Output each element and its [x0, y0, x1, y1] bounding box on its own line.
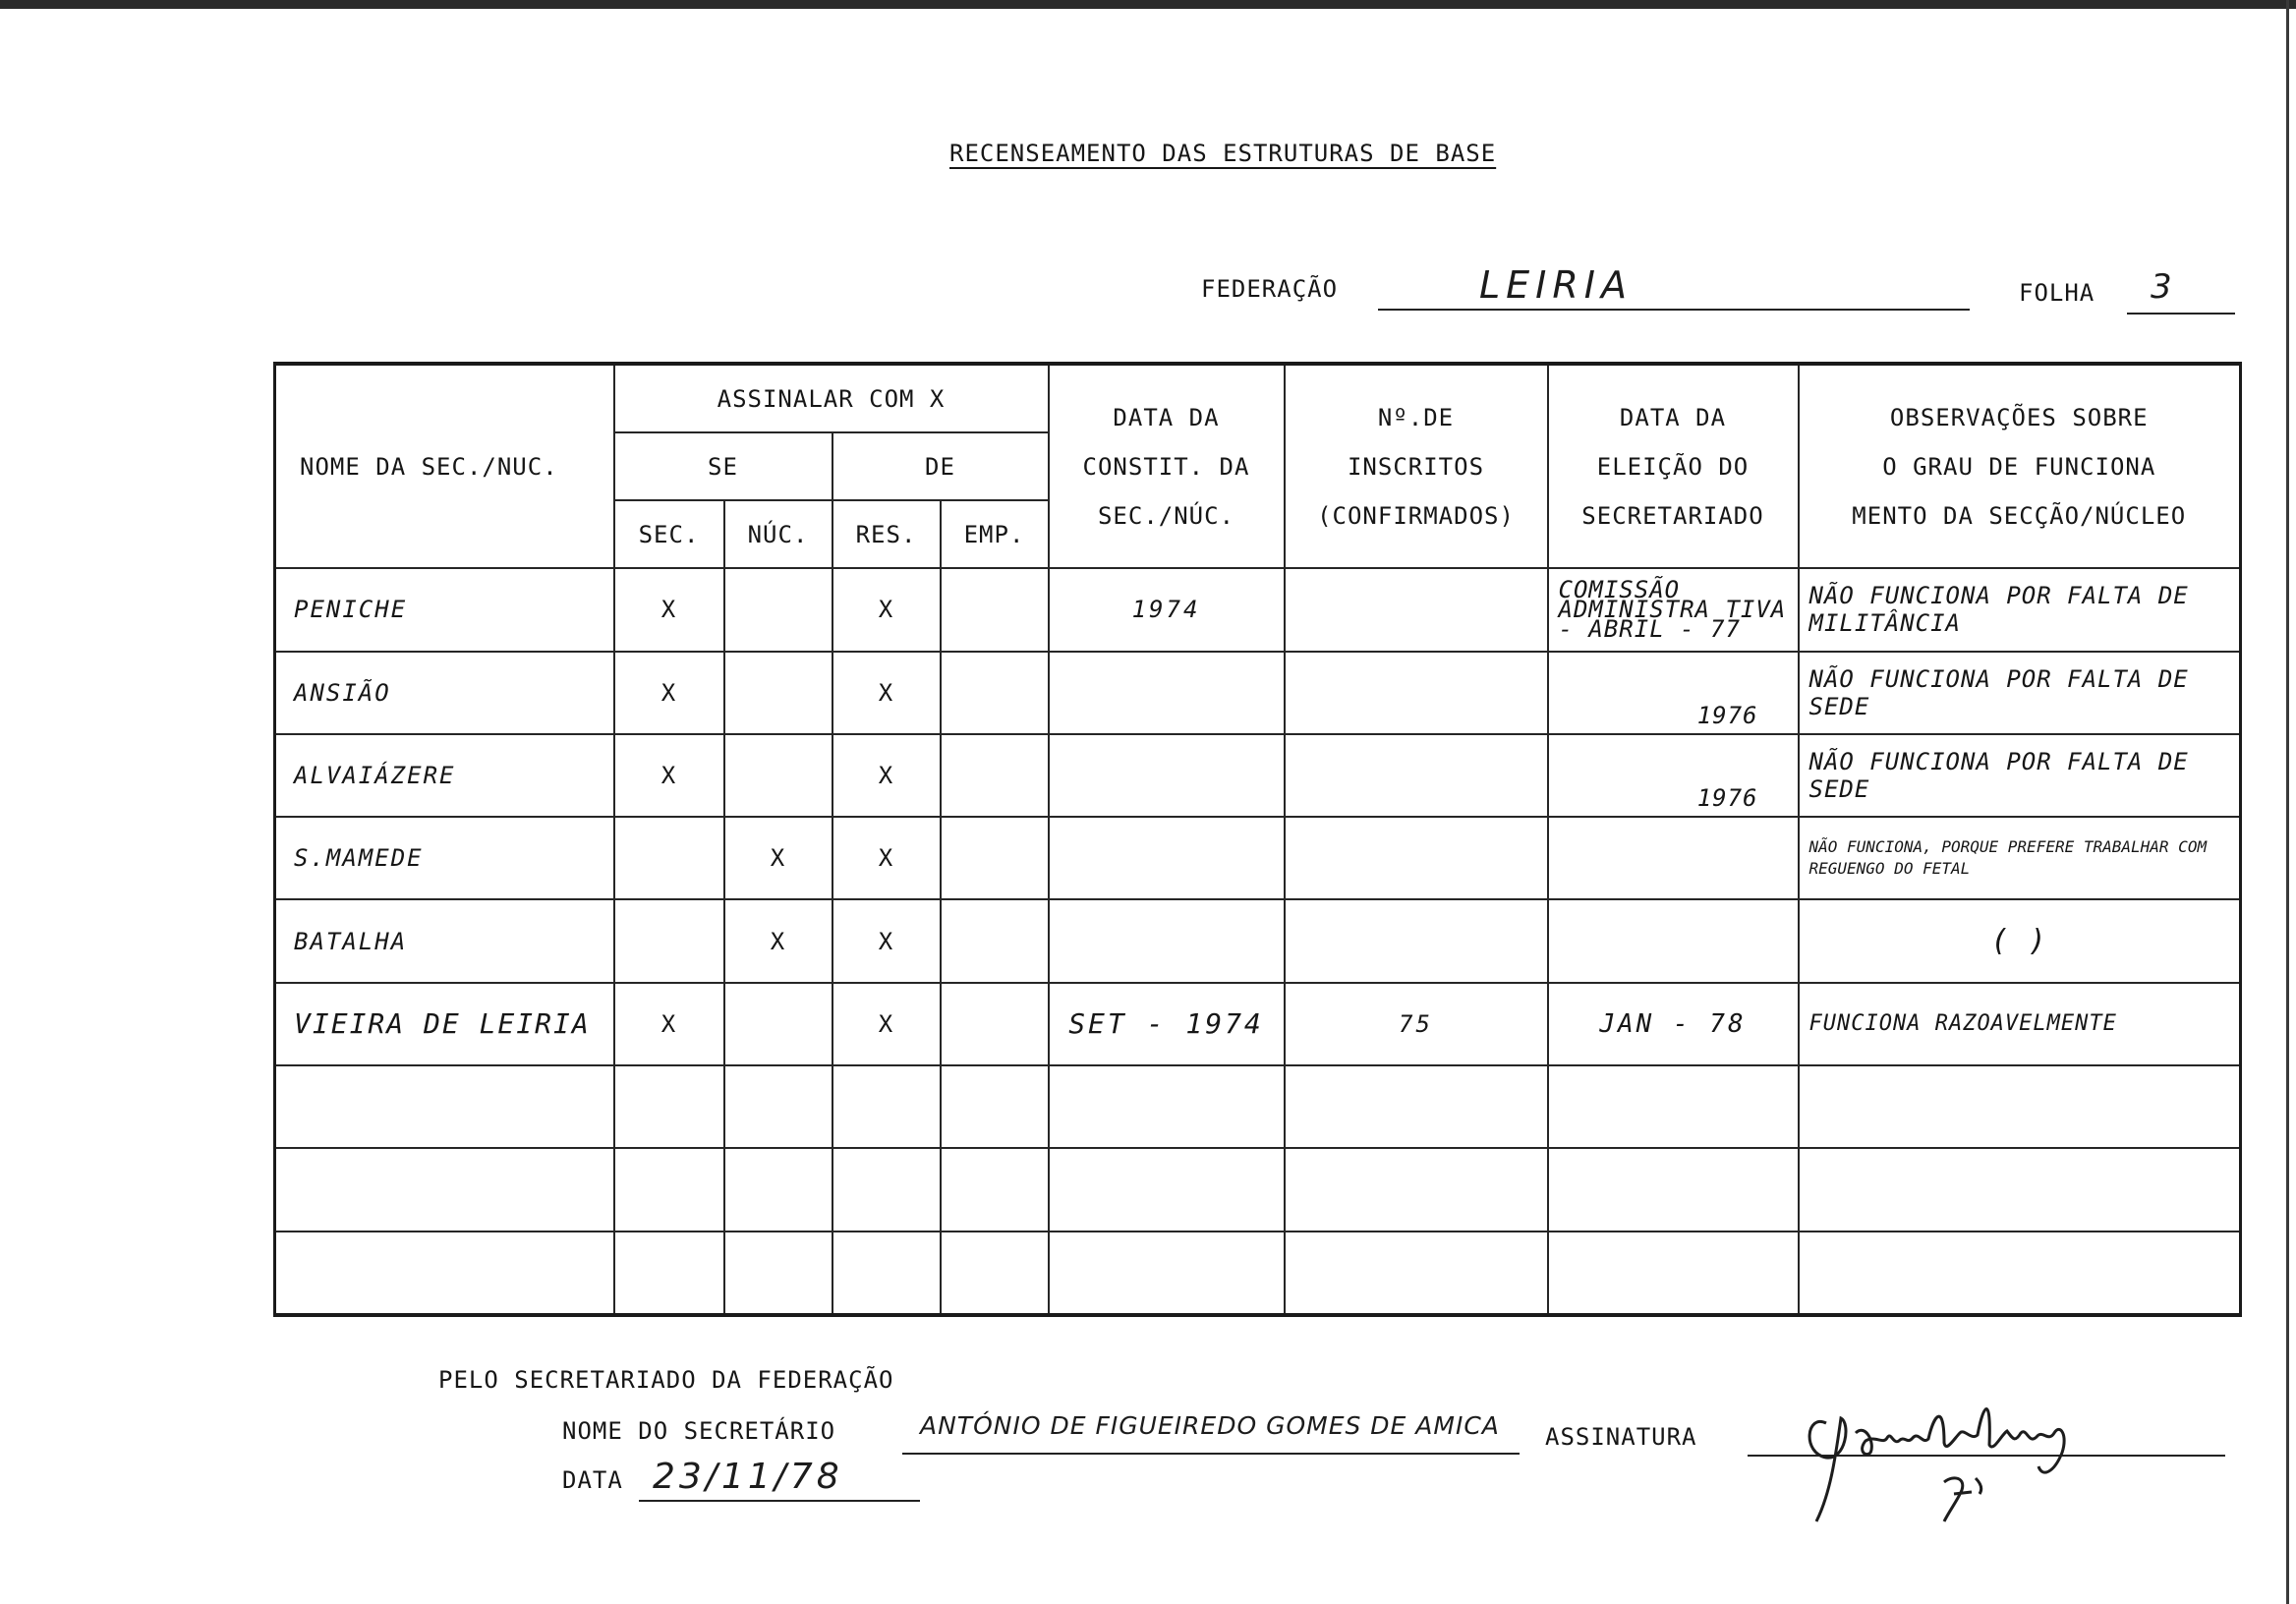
cell-data-eleicao: [1548, 817, 1799, 899]
header-observacoes: OBSERVAÇÕES SOBRE O GRAU DE FUNCIONA MENTO DA SECÇÃO/NÚCLEO: [1799, 364, 2241, 568]
cell-data-constit: [1049, 652, 1285, 734]
cell-data-eleicao: 1976: [1548, 652, 1799, 734]
cell-emp: [941, 734, 1049, 817]
scan-right-edge: [2286, 0, 2289, 1604]
header-res: RES.: [832, 500, 941, 568]
cell-nome: S.MAMEDE: [275, 817, 614, 899]
cell-data-constit: [1049, 899, 1285, 982]
cell-emp: [941, 899, 1049, 982]
table-row-empty: [275, 1065, 2241, 1148]
folha-label: FOLHA: [2019, 279, 2095, 307]
cell-emp: [941, 983, 1049, 1065]
header-inscritos: Nº.DE INSCRITOS (CONFIRMADOS): [1285, 364, 1548, 568]
scan-top-edge: [0, 0, 2296, 9]
cell-observacoes: NÃO FUNCIONA POR FALTA DE SEDE: [1799, 652, 2241, 734]
table-row: [275, 734, 2241, 817]
federacao-value: LEIRIA: [1479, 263, 1633, 307]
cell-res: X: [832, 817, 941, 899]
cell-res: X: [832, 983, 941, 1065]
cell-res: X: [832, 734, 941, 817]
cell-inscritos: 75: [1285, 983, 1548, 1065]
cell-observacoes: NÃO FUNCIONA POR FALTA DE MILITÂNCIA: [1799, 568, 2241, 651]
cell-nuc: [724, 983, 832, 1065]
cell-nome: BATALHA: [275, 899, 614, 982]
cell-data-eleicao: [1548, 899, 1799, 982]
cell-data-eleicao: COMISSÃO ADMINISTRA TIVA - ABRIL - 77: [1548, 568, 1799, 651]
table-row: [275, 817, 2241, 899]
header-emp: EMP.: [941, 500, 1049, 568]
cell-data-constit: 1974: [1049, 568, 1285, 651]
cell-nuc: X: [724, 899, 832, 982]
table-row: [275, 983, 2241, 1065]
folha-line: [2127, 313, 2235, 315]
cell-nuc: [724, 652, 832, 734]
cell-inscritos: [1285, 652, 1548, 734]
form-title: RECENSEAMENTO DAS ESTRUTURAS DE BASE: [949, 140, 1497, 167]
assinatura-label: ASSINATURA: [1545, 1423, 1697, 1451]
cell-data-eleicao: 1976: [1548, 734, 1799, 817]
table-row-empty: [275, 1232, 2241, 1315]
cell-res: X: [832, 568, 941, 651]
table-row: [275, 652, 2241, 734]
header-sec: SEC.: [614, 500, 724, 568]
structures-table: [273, 362, 2242, 1317]
cell-emp: [941, 652, 1049, 734]
cell-sec: X: [614, 652, 724, 734]
table-row: [275, 899, 2241, 982]
cell-sec: [614, 817, 724, 899]
cell-inscritos: [1285, 899, 1548, 982]
federacao-line: [1378, 309, 1970, 311]
table-row-empty: [275, 1148, 2241, 1231]
nome-secretario-value: ANTÓNIO DE FIGUEIREDO GOMES DE AMICA: [920, 1411, 1500, 1440]
table-row: [275, 568, 2241, 651]
folha-value: 3: [2151, 267, 2172, 307]
cell-sec: X: [614, 983, 724, 1065]
cell-data-constit: [1049, 734, 1285, 817]
cell-observacoes: ( ): [1799, 899, 2241, 982]
cell-emp: [941, 568, 1049, 651]
data-line: [639, 1500, 920, 1502]
header-se: SE: [614, 432, 832, 500]
cell-nome: PENICHE: [275, 568, 614, 651]
cell-data-eleicao: JAN - 78: [1548, 983, 1799, 1065]
cell-observacoes: NÃO FUNCIONA POR FALTA DE SEDE: [1799, 734, 2241, 817]
federacao-label: FEDERAÇÃO: [1201, 275, 1339, 303]
cell-res: X: [832, 652, 941, 734]
cell-nuc: [724, 734, 832, 817]
data-label: DATA: [562, 1466, 623, 1494]
nome-secretario-line: [902, 1453, 1520, 1455]
cell-inscritos: [1285, 568, 1548, 651]
cell-sec: X: [614, 734, 724, 817]
cell-data-constit: [1049, 817, 1285, 899]
cell-nome: ALVAIÁZERE: [275, 734, 614, 817]
header-data-constit: DATA DA CONSTIT. DA SEC./NÚC.: [1049, 364, 1285, 568]
cell-data-constit: SET - 1974: [1049, 983, 1285, 1065]
header-data-eleicao: DATA DA ELEIÇÃO DO SECRETARIADO: [1548, 364, 1799, 568]
signature: [1797, 1384, 2121, 1531]
cell-nuc: X: [724, 817, 832, 899]
cell-emp: [941, 817, 1049, 899]
cell-nuc: [724, 568, 832, 651]
cell-res: X: [832, 899, 941, 982]
cell-inscritos: [1285, 817, 1548, 899]
cell-sec: [614, 899, 724, 982]
data-value: 23/11/78: [653, 1457, 843, 1497]
cell-nome: VIEIRA DE LEIRIA: [275, 983, 614, 1065]
header-assinalar: ASSINALAR COM X: [614, 364, 1049, 432]
header-nuc: NÚC.: [724, 500, 832, 568]
cell-observacoes: NÃO FUNCIONA, PORQUE PREFERE TRABALHAR COM REGUENGO DO FETAL: [1799, 817, 2241, 899]
cell-sec: X: [614, 568, 724, 651]
cell-inscritos: [1285, 734, 1548, 817]
nome-secretario-label: NOME DO SECRETÁRIO: [562, 1417, 836, 1445]
cell-observacoes: FUNCIONA RAZOAVELMENTE: [1799, 983, 2241, 1065]
header-de: DE: [832, 432, 1049, 500]
cell-nome: ANSIÃO: [275, 652, 614, 734]
pelo-secretariado-label: PELO SECRETARIADO DA FEDERAÇÃO: [438, 1366, 894, 1394]
header-nome: NOME DA SEC./NUC.: [275, 364, 614, 568]
